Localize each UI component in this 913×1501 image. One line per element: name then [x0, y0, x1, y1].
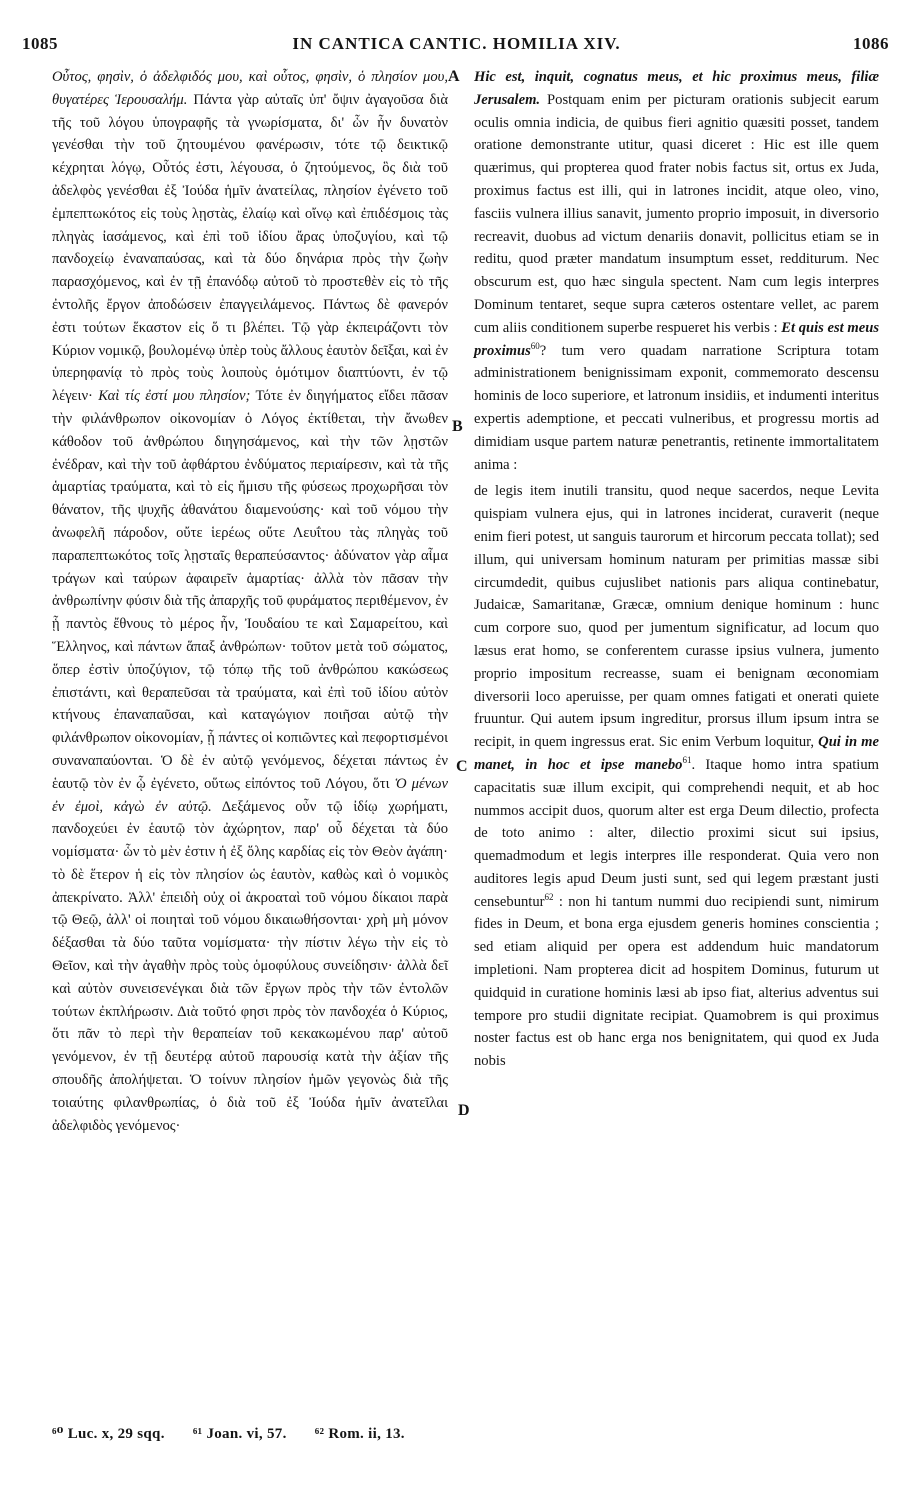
- footnote-60: ⁶⁰ Luc. x, 29 sqq.: [52, 1426, 165, 1442]
- greek-quote-1: Καὶ τίς ἐστί μου πλησίον;: [92, 388, 251, 405]
- footnote-62: ⁶² Rom. ii, 13.: [314, 1426, 405, 1442]
- footnote-ref-60: 60: [530, 340, 540, 351]
- latin-body-4: . Itaque homo intra spatium capacitatis suæ illum excipit, qui comprehendi nequit, et ab hoc nummos accipit duos, quorum alter est erga Deum dilectio, profecta de toto animo : alter, dilectio proximi sicut sui ipsius, quemadmodum et legis interpres ille responderat. Quia vero non auditores legis apud Deum justi sunt, sed qui legem præstant justi censebuntur: [474, 756, 880, 910]
- greek-body-3: Δεξάμενος οὖν τῷ ἰδίῳ χωρήματι, πανδοχεύει ἐν ἑαυτῷ τὸν ἀχώρητον, παρ' οὗ δέχεται τὰ δύο νομίσματα· ὧν τὸ μὲν ἐστιν ἡ ἐξ ὅλης καρδίας εἰς τὸν Θεὸν ἀγάπη· τὸ δὲ ἕτερον ἡ εἰς τὸν πλησίον ὡς ἑαυτὸν, καθὼς καὶ ὁ νομικὸς ἀπεκρίνατο. Ἀλλ' ἐπειδὴ οὐχ οἱ ἀκροαταὶ τοῦ νόμου δίκαιοι παρὰ τῷ Θεῷ, ἀλλ' οἱ ποιηταὶ τοῦ νόμου δικαιωθήσονται· χρὴ μὴ μόνον δέξασθαι τὰ δύο ταῦτα νομίσματα· τὴν πίστιν λέγω τὴν εἰς τὸ Θεῖον, καὶ τὴν ἀγαθὴν πρὸς τοὺς ὁμοφύλους συνείδησιν· ἀλλὰ δεῖ καὶ αὐτὸν συνεισενέγκαι διὰ τῶν ἔργων πρὸς τὴν τῶν ἐντολῶν τούτων ἐκπλήρωσιν. Διὰ τοῦτό φησι πρὸς τὸν πανδοχέα ὁ Κύριος, ὅτι πᾶν τὸ περὶ τὴν θεραπείαν τοῦ κεκακωμένου παρ' αὐτοῦ γενόμενον, ἐν τῇ δευτέρᾳ αὐτοῦ παρουσίᾳ κατὰ τὴν ἀξίαν τῆς σπουδῆς ἀπολήψεται. Ὁ τοίνυν πλησίον ἡμῶν γεγονὼς διὰ τῆς τοιαύτης φιλανθρωπίας, ὁ διὰ τοῦ ἐξ Ἰούδα ἡμῖν ἀνατεῖλαι ἀδελφιδὸς γενόμενος·: [52, 798, 448, 1134]
- page-number-right: 1086: [853, 34, 889, 53]
- latin-paragraph-1: [474, 66, 879, 476]
- greek-body-2: Τότε ἐν διηγήματος εἴδει πᾶσαν τὴν φιλάνθρωπον οἰκονομίαν ὁ Λόγος ἐκτίθεται, τὴν ἄνωθεν κάθοδον τοῦ ἀνθρώπου διηγησάμενος, καὶ τὴν τῶν λῃστῶν ἐνέδραν, καὶ τὴν τοῦ ἀφθάρτου ἐνδύματος περιαίρεσιν, καὶ τὰ τῆς ἁμαρτίας τραύματα, καὶ τὸ εἰς ἥμισυ τῆς φύσεως προχωρῆσαι τὸν θάνατον, τῆς ψυχῆς ἀθανάτου διαμενούσης· καὶ τοῦ νόμου τὴν ἀνωφελῆ πάροδον, οὔτε ἱερέως οὔτε Λευΐτου τὰς πληγὰς τοῦ παραπεπτωκότος τοῖς λῃσταῖς θεραπεύσαντος· ἀδύνατον γὰρ αἷμα τράγων καὶ ταύρων ἀφαιρεῖν ἁμαρτίας· ἀλλὰ τὸν πᾶσαν τὴν ἀνθρωπίνην φύσιν διὰ τῆς ἀπαρχῆς τοῦ φυράματος περιθέμενον, ἐν ᾗ παντὸς ἔθνους τὸ μέρος ἦν, Ἰουδαίου τε καὶ Σαμαρείτου, καὶ Ἕλληνος, καὶ πάντων ἅπαξ ἀνθρώπων· τοῦτον μετὰ τοῦ σώματος, ὅπερ ἐστὶν ὑποζύγιον, τῷ τόπῳ τῆς τοῦ ἀνθρώπου κακώσεως ἐπιστάντι, καὶ θεραπεῦσαι τὰ τραύματα, καὶ ἐπὶ τοῦ ἰδίου αὐτὸν κτήνους ἐπαναπαῦσαι, καὶ καταγώγιον ποιῆσαι αὐτῷ τὴν φιλάνθρωπον οἰκονομίαν, ᾗ πάντες οἱ κοπιῶντες καὶ πεφορτισμένοι συναναπαύονται. Ὁ δὲ ἐν αὐτῷ γενόμενος, δέχεται πάντως ἐν ἑαυτῷ τὸν ἐν ᾧ ἐγένετο, οὕτως εἰπόντος τοῦ Λόγου, ὅτι: [52, 388, 449, 792]
- greek-quote-2: Ὁ μένων ἐν ἐμοὶ, κἀγὼ ἐν αὐτῷ.: [52, 775, 448, 815]
- latin-body-3: de legis item inutili transitu, quod neque sacerdos, neque Levita quispiam vulnera ejus, qui in latrones inciderat, curaverit (neque enim fieri potest, ut sanguis taurorum et hircorum peccata tollat); sed illum, qui universam hominum naturam per primitias massæ sibi circumdedit, quibus cujuslibet nationis pars aliqua continebatur, Judaicæ, Samaritanæ, Græcæ, omnium denique hominum : hunc cum corpore suo, quod per jumentum significatur, ad locum quo læsus erat homo, se conferentem curasse ipsius vulnera, jumento proprio impositum recreasse, suam ei benignam œconomiam diversorii loco aperuisse, per quam omnes fatigati et onerati quiete fruuntur. Qui autem ipsum ingreditur, prorsus illum ipsum intra se recipit, in quem ingressus erat. Sic enim Verbum loquitur,: [474, 483, 879, 751]
- latin-lead-quote: Hic est, inquit, cognatus meus, et hic proximus meus, filiæ Jerusalem.: [474, 69, 879, 108]
- page-number-left: 1085: [22, 34, 58, 53]
- section-marker-d: D: [458, 1102, 470, 1119]
- page-header: [0, 26, 913, 56]
- section-marker-a: A: [448, 68, 460, 85]
- footnote-ref-62: 62: [544, 891, 554, 902]
- greek-body-1: Πάντα γὰρ αὐταῖς ὑπ' ὄψιν ἀγαγοῦσα διὰ τῆς τοῦ λόγου ὑπογραφῆς τὰ γνωρίσματα, δι' ὧν ἦν δυνατὸν γενέσθαι τὴν τοῦ ζητουμένου φανέρωσιν, τότε τῷ δεικτικῷ κέχρηται λόγῳ, Οὗτός ἐστι, λέγουσα, ὁ ζητούμενος, ὃς διὰ τοῦ ἀδελφὸς γενέσθαι ἐξ Ἰούδα ἡμῖν ἀνατείλας, πλησίον ἐγένετο τοῦ ἐμπεπτωκότος εἰς τοὺς λῃστὰς, ἐλαίῳ καὶ οἴνῳ καὶ ἐπιδέσμοις τὰς πληγὰς ἰασάμενος, καὶ ἐπὶ τοῦ ἰδίου ἄρας ὑποζυγίου, καὶ τῷ πανδοχείῳ ἐναναπαύσας, καὶ τὰ δύο δηνάρια πρὸς τὴν ζωὴν παρασχόμενος, καὶ ἐν τῇ ἐπανόδῳ αὐτοῦ τὸ προστεθὲν εἰς τὸ τῆς ἐντολῆς ἔργον ἀποδώσειν ἐπαγγειλάμενος. Πάντως δὲ φανερόν ἐστι τούτων ἕκαστον εἰς ὅ τι βλέπει. Τῷ γὰρ ἐκπειράζοντι τὸν Κύριον νομικῷ, βουλομένῳ ὑπὲρ τοὺς ἄλλους ἑαυτὸν δεῖξαι, καὶ ἐν ὑπερηφανίᾳ τὸ πρὸς τοὺς λοιποὺς ὁμότιμον διαπτύοντι, ἐν τῷ λέγειν·: [52, 91, 448, 405]
- greek-lead-quote: Οὗτος, φησὶν, ὁ ἀδελφιδός μου, καὶ οὗτος, φησὶν, ὁ πλησίον μου, θυγατέρες Ἱερουσαλήμ.: [52, 69, 448, 108]
- latin-quote-1: Et quis est meus proximus: [474, 319, 879, 359]
- footnotes: [52, 1424, 872, 1443]
- footnote-ref-61: 61: [682, 755, 692, 766]
- latin-body-5: : non hi tantum nummi duo recipiendi sunt, nimirum fides in Deum, et bona erga ejusdem generis homines conscientia ; sed etiam aliquid per opera est addendum huic mandatorum impletioni. Nam propterea dicit ad hospitem Dominus, futurum ut quidquid in curatione hominis læsi ab ipso fiat, alterius adventus sui tempore pro studii dignitate recipiat. Quamobrem is qui proximus noster factus est ob hanc erga nos benignitatem, qui quod ex Juda nobis: [474, 893, 879, 1070]
- greek-text: [52, 66, 448, 1137]
- footnote-61: ⁶¹ Joan. vi, 57.: [192, 1426, 287, 1442]
- section-marker-c: C: [456, 758, 468, 775]
- greek-column: [52, 66, 448, 1137]
- running-title: IN CANTICA CANTIC. HOMILIA XIV.: [292, 34, 621, 53]
- latin-body-2: ? tum vero quadam narratione Scriptura totam administrationem benignissimam exponit, commemorato descensu hominis de loco superiore, et latronum insidiis, et indumenti interitus expertis ademptione, et peccati vulneribus, et progressu mortis ad dimidiam usque partem naturæ penetrantis, retinente immortalitatem anima :: [474, 342, 879, 473]
- latin-column: [474, 66, 879, 1073]
- latin-quote-2: Qui in me manet, in hoc et ipse manebo: [474, 734, 879, 773]
- latin-body-1: Postquam enim per picturam orationis subjecit earum oculis omnia indicia, de quibus fieri agnitio quæsiti posset, tandem oratione demonstrante utitur, quasi diceret : Hic est ille quem quærimus, qui propterea quod frater nobis factus sit, ortus ex Juda, proximus factus est illi, qui in latrones incidit, atque oleo, vino, fasciis vulnera illius sanavit, jumento proprio imposuit, in diversorio recreavit, duobus ad victum denariis donavit, pollicitus etiam se in reditu, quod præter mandatum insumptum esset, redditurum. Nec obscurum est, quo hæc singula spectent. Nam cum legis interpres Dominum tentaret, seque supra cæteros ostentare vellet, ac parem cum aliis conditionem superbe respueret his verbis :: [474, 91, 879, 336]
- latin-paragraph-2: [474, 480, 879, 1073]
- section-marker-b: B: [452, 418, 463, 435]
